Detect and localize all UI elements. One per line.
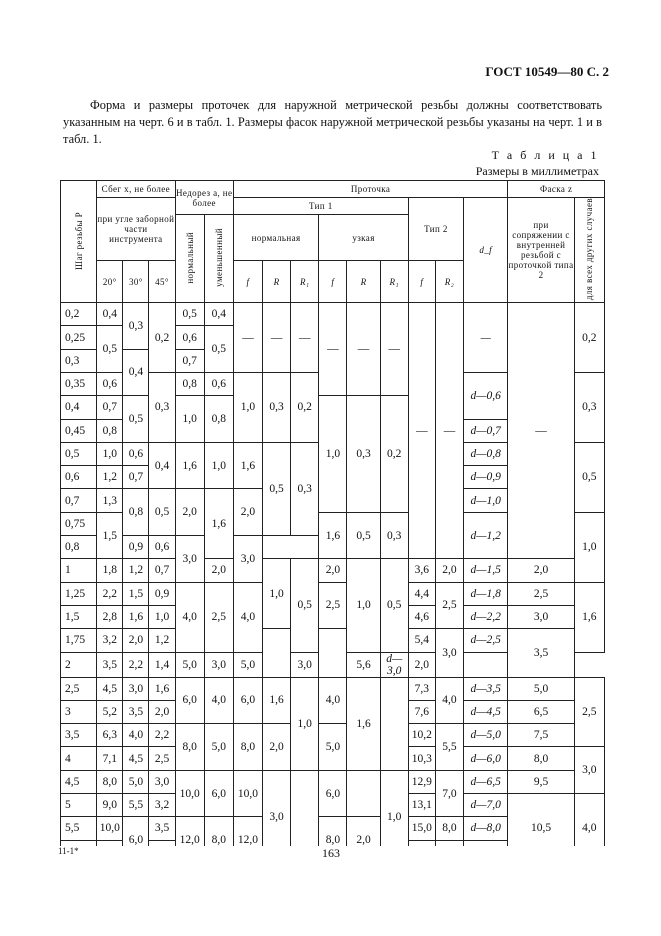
table-cell: 6,0 (319, 770, 347, 817)
table-cell: 1,6 (149, 677, 175, 700)
table-cell: 12,9 (408, 770, 435, 793)
table-cell: 0,75 (61, 512, 97, 535)
col-narrow: узкая (319, 215, 408, 261)
table-cell: 2,5 (319, 582, 347, 629)
table-cell: 9,5 (508, 770, 574, 793)
table-cell: 0,2 (291, 372, 319, 442)
table-cell: 5,4 (408, 629, 435, 652)
table-cell: 7,3 (408, 677, 435, 700)
table-cell: 0,45 (61, 419, 97, 442)
table-cell: 1,6 (204, 489, 233, 559)
table-cell: 0,3 (291, 442, 319, 535)
table-row (61, 677, 605, 700)
table-cell: 3,5 (508, 629, 574, 677)
table-cell: 0,7 (175, 349, 204, 372)
table-cell: 3,5 (97, 652, 123, 677)
table-cell: — (233, 303, 262, 373)
page-number: 163 (322, 846, 340, 860)
table-cell: 4,0 (435, 677, 463, 724)
col-undercut: Недорез a, не более (175, 181, 233, 215)
col-z2 (574, 198, 604, 303)
table-cell (347, 770, 380, 817)
table-cell: — (263, 303, 291, 373)
table-caption: Т а б л и ц а 1 (491, 148, 599, 162)
table-cell: 8,0 (175, 724, 204, 771)
table-cell: — (319, 303, 347, 396)
table-cell: — (347, 303, 380, 396)
table-cell: 0,5 (380, 559, 408, 652)
table-cell: 3,2 (97, 629, 123, 652)
col-deg45: 45° (149, 261, 175, 303)
table-cell (149, 840, 175, 846)
table-cell: 4,0 (574, 794, 604, 847)
table-row (61, 559, 605, 582)
col-f-normal: f (233, 261, 262, 303)
table-cell: 13,1 (408, 794, 435, 817)
table-cell: 0,3 (61, 349, 97, 372)
table-cell: 15,0 (408, 817, 435, 840)
table-cell: 7,1 (97, 747, 123, 770)
table-cell: 3,0 (291, 652, 319, 677)
table-cell: 8,0 (319, 817, 347, 846)
table-cell: 1,0 (97, 442, 123, 465)
page-header: ГОСТ 10549—80 С. 2 (485, 64, 609, 79)
table-cell: 5,0 (204, 724, 233, 771)
table-cell: 0,4 (149, 442, 175, 489)
table-cell: 4,5 (61, 770, 97, 793)
table-cell: 0,7 (97, 396, 123, 419)
table-cell: 0,3 (380, 512, 408, 559)
table-cell (464, 840, 508, 846)
table-cell: 0,4 (97, 303, 123, 326)
col-runout: Сбег x, не более (97, 181, 175, 198)
table-cell: 1,0 (204, 442, 233, 489)
table-cell: 0,6 (175, 326, 204, 349)
table-cell: 2,2 (149, 724, 175, 747)
table-cell: 1,0 (291, 677, 319, 770)
table-cell: 2,8 (97, 605, 123, 628)
table-cell: 0,6 (123, 442, 149, 465)
table-cell (408, 840, 435, 846)
table-cell: — (435, 303, 463, 559)
table-cell: d—4,5 (464, 700, 508, 723)
table-cell: 0,35 (61, 372, 97, 395)
table-row (61, 629, 605, 652)
table-cell: 1,0 (347, 559, 380, 652)
table-cell: 6,0 (175, 677, 204, 724)
table-cell: 0,5 (263, 442, 291, 535)
table-cell: 1,3 (97, 489, 123, 512)
table-cell: 0,7 (61, 489, 97, 512)
col-deg30: 30° (123, 261, 149, 303)
table-cell: 1,4 (149, 652, 175, 677)
table-cell (291, 770, 319, 846)
table-cell: 2,0 (435, 559, 463, 582)
table-cell: 0,8 (204, 396, 233, 443)
table-cell: 5,0 (319, 724, 347, 771)
table-cell: 6,0 (123, 817, 149, 846)
table-cell (319, 629, 347, 677)
table-cell: 3,0 (204, 652, 233, 677)
col-r-normal: R (263, 261, 291, 303)
table-cell: 0,2 (380, 396, 408, 512)
table-cell: 9,0 (97, 794, 123, 817)
table-row (61, 724, 605, 747)
table-cell: 7,0 (435, 770, 463, 817)
col-chamfer: Фаска z (508, 181, 605, 198)
table-cell: 0,8 (97, 419, 123, 442)
table-cell: 5,5 (123, 794, 149, 817)
col-a-normal (175, 215, 204, 303)
table-cell: — (508, 303, 574, 559)
table-cell: 10,0 (97, 817, 123, 840)
table-cell: 3,0 (149, 770, 175, 793)
table-cell: 1,6 (123, 605, 149, 628)
table-cell: 0,5 (175, 303, 204, 326)
table-cell: 7,6 (408, 700, 435, 723)
table-cell: d—1,5 (464, 559, 508, 582)
table-cell: 0,5 (291, 559, 319, 652)
table-cell: 1,25 (61, 582, 97, 605)
table-cell: 1,0 (319, 396, 347, 512)
table-cell: 2,0 (508, 559, 574, 582)
footer-mark: 11-1* (58, 846, 79, 856)
table-cell: 2,0 (149, 700, 175, 723)
table-cell: 0,2 (574, 303, 604, 373)
table-cell: d—1,8 (464, 582, 508, 605)
table-cell: 1,6 (347, 677, 380, 770)
table-cell: 2,5 (61, 677, 97, 700)
table-cell: 3,0 (175, 536, 204, 583)
table-cell: 4,0 (204, 677, 233, 724)
table-cell: 1,5 (123, 582, 149, 605)
table-wrapper (60, 180, 605, 846)
table-cell: 3,0 (123, 677, 149, 700)
col-r1-narrow: R₁ (380, 261, 408, 303)
table-cell: d—5,0 (464, 724, 508, 747)
table-row (61, 770, 605, 793)
table-cell: 1,6 (175, 442, 204, 489)
intro-text: Форма и размеры проточек для наружной метрической резьбы должны соответствовать указанным на черт. 6 и в табл. 1. Размеры фасок наружной метрической резьбы указаны на черт. 1 и в табл. 1. (63, 98, 602, 146)
table-cell: 0,25 (61, 326, 97, 349)
table-cell: 2,0 (233, 489, 262, 536)
col-z1: при сопряжении с внутренней резьбой с проточкой типа 2 (508, 198, 574, 303)
table-cell: 6,0 (233, 677, 262, 724)
table-cell: d—1,2 (464, 512, 508, 559)
table-cell: 4,0 (319, 677, 347, 724)
table-cell: 0,3 (574, 372, 604, 442)
table-cell: d—0,7 (464, 419, 508, 442)
table-cell: 3,6 (408, 559, 435, 582)
table-cell: 2 (61, 652, 97, 677)
table-cell: 3,5 (123, 700, 149, 723)
table-cell: 0,6 (204, 372, 233, 395)
table-cell: 2,0 (175, 489, 204, 536)
table-cell: d—0,8 (464, 442, 508, 465)
table-cell: 0,7 (123, 466, 149, 489)
table-cell: 1,2 (149, 629, 175, 652)
table-cell: 6,5 (508, 700, 574, 723)
table-cell: 3,0 (508, 605, 574, 628)
table-cell: 8,0 (204, 817, 233, 846)
vertical-header-label: нормальный (184, 231, 195, 284)
col-r2-type2: R₂ (435, 261, 463, 303)
table-cell: 4,4 (408, 582, 435, 605)
col-runout-sub: при угле заборной части инструмента (97, 198, 175, 261)
table-cell: d—7,0 (464, 794, 508, 817)
table-cell: 2,5 (508, 582, 574, 605)
col-f-type2: f (408, 261, 435, 303)
table-cell: 0,5 (204, 326, 233, 373)
table-cell: 0,6 (97, 372, 123, 395)
table-cell: 0,2 (149, 303, 175, 373)
table-cell: 3,0 (233, 536, 262, 583)
table-cell: 2,2 (97, 582, 123, 605)
table-cell: 0,3 (123, 303, 149, 350)
table-cell: 1,0 (263, 559, 291, 629)
table-cell: 0,9 (123, 536, 149, 559)
table-cell: 6,0 (204, 770, 233, 817)
table-cell: 2,5 (204, 582, 233, 652)
vertical-header-label: для всех других случаев (584, 198, 595, 301)
table-cell: d—0,9 (464, 466, 508, 489)
table-cell: 4,6 (408, 605, 435, 628)
col-df: d_f (464, 198, 508, 303)
table-cell (97, 840, 123, 846)
table-cell: 0,2 (61, 303, 97, 326)
table-cell: d—6,5 (464, 770, 508, 793)
table-cell: 1,0 (574, 512, 604, 582)
table-cell: 0,6 (61, 466, 97, 489)
table-cell: 3,2 (149, 794, 175, 817)
table-cell: 0,9 (149, 582, 175, 605)
table-cell: 1,5 (61, 605, 97, 628)
table-cell: 4,5 (123, 747, 149, 770)
table-cell: 0,5 (97, 326, 123, 373)
table-units: Размеры в миллиметрах (475, 164, 599, 178)
table-cell: 2,5 (574, 677, 604, 747)
table-cell: 5,0 (233, 652, 262, 677)
table-cell: 2,5 (149, 747, 175, 770)
table-cell: 2,0 (204, 559, 233, 582)
table-cell: 8,0 (508, 747, 574, 770)
vertical-header-label: уменьшенный (213, 228, 224, 287)
table-cell: 3,0 (574, 747, 604, 794)
table-row (61, 582, 605, 605)
table-cell: 2,0 (123, 629, 149, 652)
table-cell (435, 840, 463, 846)
table-cell: d—3,0 (380, 652, 408, 677)
table-cell: d—6,0 (464, 747, 508, 770)
table-cell: 12,0 (233, 817, 262, 846)
table-cell: 4 (61, 747, 97, 770)
table-cell: 2,0 (347, 817, 380, 846)
table-cell: 1,0 (149, 605, 175, 628)
table-cell: d—1,0 (464, 489, 508, 512)
table-cell: 4,0 (175, 582, 204, 652)
table-cell: 5 (61, 794, 97, 817)
table-cell: 1,6 (263, 677, 291, 724)
table-cell: 10,5 (508, 794, 574, 847)
table-cell: 6,3 (97, 724, 123, 747)
table-cell: 3,5 (61, 724, 97, 747)
col-groove: Проточка (233, 181, 507, 198)
table-cell: d—2,5 (464, 629, 508, 652)
table-cell: 1,75 (61, 629, 97, 652)
col-pitch (61, 181, 97, 303)
table-cell: 10,3 (408, 747, 435, 770)
table-cell: 4,0 (123, 724, 149, 747)
table-cell: 1,2 (123, 559, 149, 582)
table-cell: 3,5 (149, 817, 175, 840)
table-cell: 1 (61, 559, 97, 582)
table-cell: 0,8 (175, 372, 204, 395)
table-cell: 4,0 (233, 582, 262, 652)
table-cell (263, 629, 291, 677)
table-cell: — (464, 303, 508, 373)
table-cell: 0,3 (263, 372, 291, 442)
table-cell: 0,4 (123, 349, 149, 396)
col-r1-normal: R₁ (291, 261, 319, 303)
table-row (61, 303, 605, 326)
col-type2: Тип 2 (408, 198, 463, 261)
table-cell: 1,6 (574, 582, 604, 652)
table-cell: 3,0 (435, 629, 463, 677)
table-cell: d—3,5 (464, 677, 508, 700)
table-cell: 5,0 (123, 770, 149, 793)
table-cell: d—2,2 (464, 605, 508, 628)
table-cell: 0,4 (204, 303, 233, 326)
table-cell: 2,0 (408, 652, 435, 677)
table-cell: 1,0 (380, 770, 408, 846)
table-cell: 5,0 (175, 652, 204, 677)
table-cell: 0,5 (574, 442, 604, 512)
col-f-narrow: f (319, 261, 347, 303)
table-cell: 1,2 (97, 466, 123, 489)
col-type1: Тип 1 (233, 198, 408, 215)
table-cell: 2,5 (435, 582, 463, 629)
table-cell: 0,7 (149, 559, 175, 582)
table-cell: 1,8 (97, 559, 123, 582)
table-cell: 3,0 (263, 770, 291, 846)
table-cell: d—8,0 (464, 817, 508, 840)
col-normal: нормальная (233, 215, 318, 261)
table-cell (380, 677, 408, 770)
intro-paragraph (63, 97, 602, 148)
table-cell: d—0,6 (464, 372, 508, 419)
table-cell: 8,0 (97, 770, 123, 793)
table-cell: 7,5 (508, 724, 574, 747)
table-cell: 8,0 (435, 817, 463, 840)
table-cell: 0,5 (123, 396, 149, 443)
table-cell: 5,5 (61, 817, 97, 840)
table-cell: 5,2 (97, 700, 123, 723)
table-cell: 5,5 (435, 724, 463, 771)
table-cell: 0,3 (149, 372, 175, 442)
col-a-reduced (204, 215, 233, 303)
table-cell: 0,8 (61, 536, 97, 559)
table-cell: 8,0 (233, 724, 262, 771)
table-cell: 10,2 (408, 724, 435, 747)
table-cell: 2,0 (319, 559, 347, 582)
table-cell: 1,5 (97, 512, 123, 559)
table-cell: — (408, 303, 435, 559)
table-cell: 12,0 (175, 817, 204, 846)
table-cell: 0,5 (61, 442, 97, 465)
table-cell: 10,0 (175, 770, 204, 817)
table-cell: 5,6 (347, 652, 380, 677)
table-cell: — (380, 303, 408, 396)
col-r-narrow: R (347, 261, 380, 303)
table-cell: 0,5 (347, 512, 380, 559)
table-cell: 2,2 (123, 652, 149, 677)
table-cell: 1,6 (233, 442, 262, 489)
table-cell: 0,8 (123, 489, 149, 536)
thread-groove-table (60, 180, 605, 846)
table-cell: — (291, 303, 319, 373)
vertical-header-label: Шаг резьбы P (73, 211, 84, 270)
table-cell: 10,0 (233, 770, 262, 817)
col-deg20: 20° (97, 261, 123, 303)
table-cell: 5,0 (508, 677, 574, 700)
table-cell: 0,5 (149, 489, 175, 536)
table-cell: 3 (61, 700, 97, 723)
table-cell: 4,5 (97, 677, 123, 700)
table-cell: 2,0 (263, 724, 291, 771)
table-cell: 0,4 (61, 396, 97, 419)
table-cell: 0,6 (149, 536, 175, 559)
table-cell: 1,0 (233, 372, 262, 442)
table-cell: 1,0 (175, 396, 204, 443)
table-cell: 0,3 (347, 396, 380, 512)
table-cell: 1,6 (319, 512, 347, 559)
